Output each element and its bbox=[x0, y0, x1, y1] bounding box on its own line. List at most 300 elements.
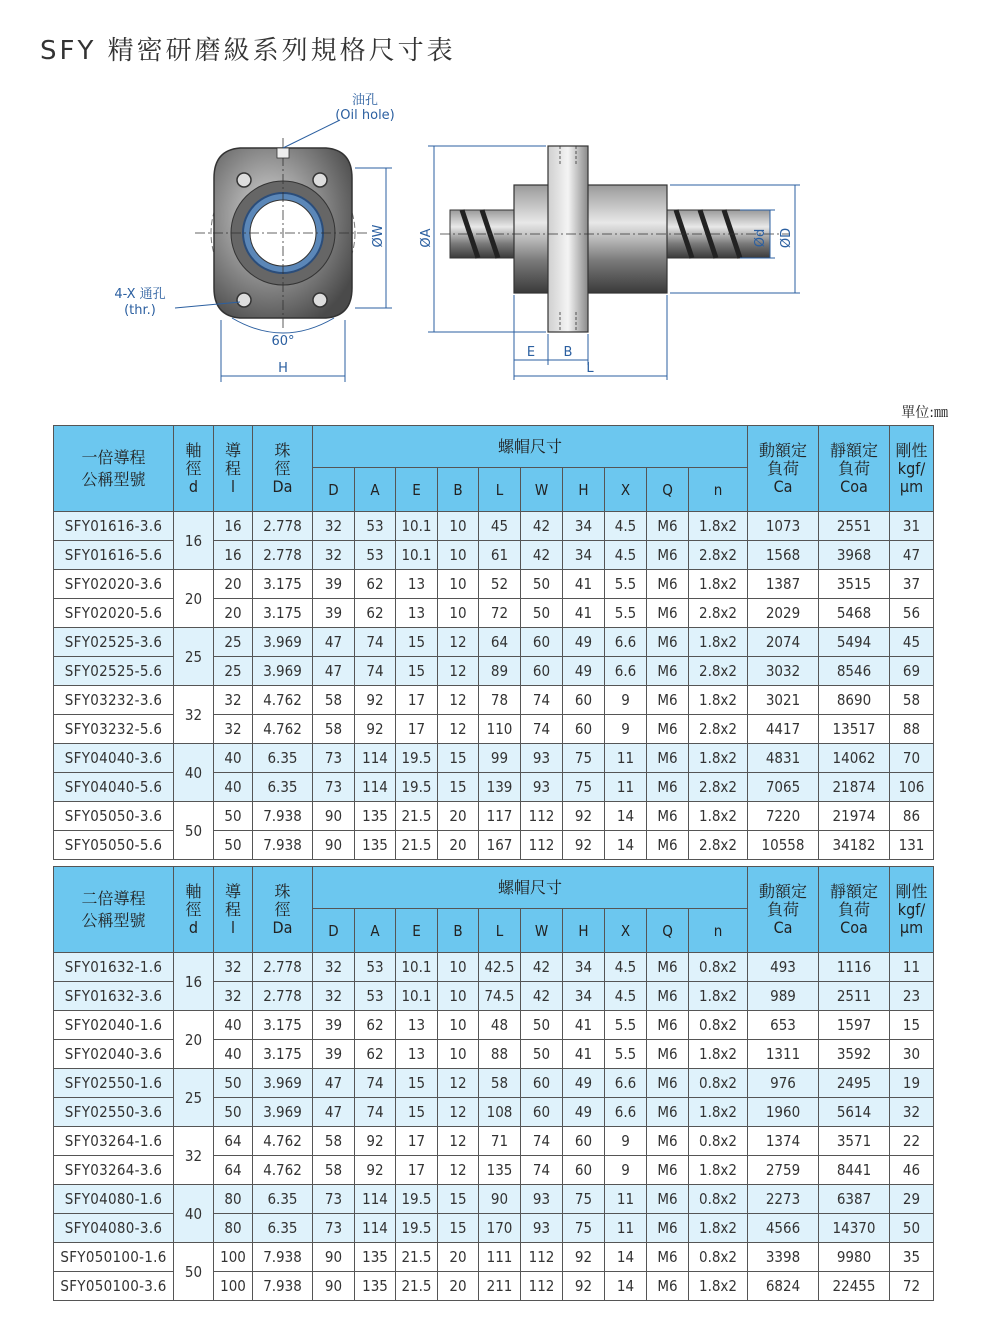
value-cell: 80 bbox=[214, 1185, 253, 1214]
lead-header bbox=[214, 867, 253, 953]
value-cell: 9 bbox=[605, 715, 647, 744]
value-cell: 8546 bbox=[819, 657, 890, 686]
value-cell: 2.778 bbox=[253, 953, 313, 982]
rigidity-header bbox=[890, 426, 934, 512]
model-cell: SFY02550-3.6 bbox=[54, 1098, 174, 1127]
value-cell: 10558 bbox=[748, 831, 819, 860]
value-cell: 3.175 bbox=[253, 1040, 313, 1069]
value-cell: 5468 bbox=[819, 599, 890, 628]
value-cell: 39 bbox=[313, 570, 355, 599]
value-cell: 32 bbox=[214, 715, 253, 744]
value-cell: 1.8x2 bbox=[689, 512, 748, 541]
value-cell: 50 bbox=[521, 1040, 563, 1069]
value-cell: 1960 bbox=[748, 1098, 819, 1127]
model-cell: SFY02020-5.6 bbox=[54, 599, 174, 628]
nut-col-header: H bbox=[563, 468, 605, 512]
static-load-header-line: 靜額定 bbox=[829, 881, 878, 901]
value-cell: 21.5 bbox=[396, 802, 438, 831]
value-cell: 21874 bbox=[819, 773, 890, 802]
nut-col-header: W bbox=[521, 909, 563, 953]
value-cell: 211 bbox=[479, 1272, 521, 1301]
value-cell: 12 bbox=[438, 1098, 479, 1127]
value-cell: 40 bbox=[214, 1040, 253, 1069]
ball-dia-header-line: 徑 bbox=[274, 458, 291, 478]
value-cell: 50 bbox=[214, 1098, 253, 1127]
value-cell: 653 bbox=[748, 1011, 819, 1040]
nut-col-header: B bbox=[438, 909, 479, 953]
value-cell: 9 bbox=[605, 1127, 647, 1156]
value-cell: 5.5 bbox=[605, 1011, 647, 1040]
lead-header-line: 導 bbox=[224, 440, 241, 460]
value-cell: 60 bbox=[521, 657, 563, 686]
table-row bbox=[54, 570, 934, 599]
value-cell: 17 bbox=[396, 1127, 438, 1156]
ball-dia-header-line: Da bbox=[272, 917, 293, 937]
value-cell: M6 bbox=[647, 1069, 689, 1098]
value-cell: 73 bbox=[313, 773, 355, 802]
value-cell: 12 bbox=[438, 715, 479, 744]
value-cell: 4.5 bbox=[605, 982, 647, 1011]
value-cell: 90 bbox=[313, 802, 355, 831]
oil-hole-label: 油孔 bbox=[351, 93, 379, 108]
value-cell: 167 bbox=[479, 831, 521, 860]
value-cell: 3.969 bbox=[253, 657, 313, 686]
value-cell: M6 bbox=[647, 599, 689, 628]
value-cell: 2074 bbox=[748, 628, 819, 657]
model-cell: SFY02525-3.6 bbox=[54, 628, 174, 657]
value-cell: 112 bbox=[521, 1243, 563, 1272]
value-cell: 135 bbox=[355, 1272, 396, 1301]
model-cell: SFY050100-3.6 bbox=[54, 1272, 174, 1301]
value-cell: 47 bbox=[313, 628, 355, 657]
dynamic-load-header-line: Ca bbox=[773, 476, 793, 496]
value-cell: 62 bbox=[355, 599, 396, 628]
value-cell: 1387 bbox=[748, 570, 819, 599]
shaft-dia-cell: 20 bbox=[174, 570, 214, 628]
value-cell: 88 bbox=[890, 715, 934, 744]
model-cell: SFY02020-3.6 bbox=[54, 570, 174, 599]
value-cell: 12 bbox=[438, 1069, 479, 1098]
value-cell: 12 bbox=[438, 628, 479, 657]
value-cell: 29 bbox=[890, 1185, 934, 1214]
value-cell: 110 bbox=[479, 715, 521, 744]
value-cell: 60 bbox=[563, 1127, 605, 1156]
value-cell: 10 bbox=[438, 599, 479, 628]
value-cell: 2551 bbox=[819, 512, 890, 541]
shaft-dia-cell: 25 bbox=[174, 1069, 214, 1127]
value-cell: 90 bbox=[313, 1272, 355, 1301]
value-cell: 45 bbox=[479, 512, 521, 541]
rigidity-header-line: 剛性 bbox=[895, 881, 928, 901]
front-view bbox=[114, 92, 394, 382]
value-cell: 14 bbox=[605, 802, 647, 831]
dim-b-label: B bbox=[563, 345, 573, 360]
model-cell: SFY02550-1.6 bbox=[54, 1069, 174, 1098]
value-cell: 6.35 bbox=[253, 773, 313, 802]
value-cell: 7220 bbox=[748, 802, 819, 831]
nut-col-header: n bbox=[689, 909, 748, 953]
value-cell: 15 bbox=[396, 1098, 438, 1127]
value-cell: 7.938 bbox=[253, 1243, 313, 1272]
value-cell: 11 bbox=[605, 1214, 647, 1243]
value-cell: 4.762 bbox=[253, 715, 313, 744]
spec-table-double-lead bbox=[53, 866, 934, 1301]
value-cell: 39 bbox=[313, 1040, 355, 1069]
value-cell: M6 bbox=[647, 1185, 689, 1214]
value-cell: M6 bbox=[647, 686, 689, 715]
nut-col-header: X bbox=[605, 468, 647, 512]
value-cell: 75 bbox=[563, 1214, 605, 1243]
value-cell: 6.35 bbox=[253, 1185, 313, 1214]
rigidity-header bbox=[890, 867, 934, 953]
value-cell: 32 bbox=[214, 686, 253, 715]
value-cell: 1.8x2 bbox=[689, 686, 748, 715]
value-cell: 112 bbox=[521, 831, 563, 860]
value-cell: 3021 bbox=[748, 686, 819, 715]
lead-header-line: 程 bbox=[224, 899, 241, 919]
model-cell: SFY050100-1.6 bbox=[54, 1243, 174, 1272]
value-cell: 6.6 bbox=[605, 657, 647, 686]
table-row bbox=[54, 512, 934, 541]
value-cell: 15 bbox=[396, 1069, 438, 1098]
value-cell: 100 bbox=[214, 1243, 253, 1272]
dynamic-load-header bbox=[748, 867, 819, 953]
value-cell: 13 bbox=[396, 570, 438, 599]
model-header-line: 公稱型號 bbox=[81, 469, 146, 489]
value-cell: 88 bbox=[479, 1040, 521, 1069]
shaft-dia-cell: 25 bbox=[174, 628, 214, 686]
value-cell: 7.938 bbox=[253, 831, 313, 860]
value-cell: 1.8x2 bbox=[689, 1272, 748, 1301]
value-cell: 8690 bbox=[819, 686, 890, 715]
value-cell: 37 bbox=[890, 570, 934, 599]
value-cell: 3515 bbox=[819, 570, 890, 599]
value-cell: 23 bbox=[890, 982, 934, 1011]
thru-hole-label-en: (thr.) bbox=[124, 303, 156, 318]
dim-d-label: Ød bbox=[753, 228, 768, 248]
model-cell: SFY05050-5.6 bbox=[54, 831, 174, 860]
value-cell: 3592 bbox=[819, 1040, 890, 1069]
static-load-header-line: 負荷 bbox=[837, 458, 870, 478]
shaft-dia-header-line: d bbox=[188, 917, 199, 937]
value-cell: 0.8x2 bbox=[689, 1185, 748, 1214]
rigidity-header-line: 剛性 bbox=[895, 440, 928, 460]
model-cell: SFY01632-1.6 bbox=[54, 953, 174, 982]
nut-col-header: D bbox=[313, 909, 355, 953]
value-cell: 75 bbox=[563, 1185, 605, 1214]
value-cell: 17 bbox=[396, 715, 438, 744]
value-cell: 64 bbox=[214, 1127, 253, 1156]
value-cell: 2759 bbox=[748, 1156, 819, 1185]
oil-hole-label-en: (Oil hole) bbox=[335, 108, 395, 123]
value-cell: 11 bbox=[605, 1185, 647, 1214]
value-cell: 21.5 bbox=[396, 1272, 438, 1301]
nut-col-header: Q bbox=[647, 909, 689, 953]
value-cell: 15 bbox=[438, 1214, 479, 1243]
value-cell: M6 bbox=[647, 831, 689, 860]
static-load-header-line: 靜額定 bbox=[829, 440, 878, 460]
value-cell: 135 bbox=[355, 802, 396, 831]
value-cell: 12 bbox=[438, 1127, 479, 1156]
rigidity-header-line: μm bbox=[899, 476, 924, 496]
value-cell: 25 bbox=[214, 657, 253, 686]
value-cell: 8441 bbox=[819, 1156, 890, 1185]
nut-col-header: Q bbox=[647, 468, 689, 512]
value-cell: 14 bbox=[605, 1243, 647, 1272]
value-cell: 3.969 bbox=[253, 1098, 313, 1127]
value-cell: 34182 bbox=[819, 831, 890, 860]
value-cell: 22 bbox=[890, 1127, 934, 1156]
value-cell: M6 bbox=[647, 570, 689, 599]
shaft-dia-cell: 16 bbox=[174, 512, 214, 570]
model-header bbox=[54, 867, 174, 953]
ball-dia-header bbox=[253, 867, 313, 953]
value-cell: 17 bbox=[396, 686, 438, 715]
model-header-line: 公稱型號 bbox=[81, 910, 146, 930]
value-cell: M6 bbox=[647, 802, 689, 831]
lead-header-line: 導 bbox=[224, 881, 241, 901]
value-cell: 10.1 bbox=[396, 982, 438, 1011]
table-row bbox=[54, 802, 934, 831]
value-cell: 7.938 bbox=[253, 802, 313, 831]
value-cell: 92 bbox=[355, 686, 396, 715]
shaft-dia-header-line: 軸 bbox=[185, 881, 202, 901]
value-cell: 15 bbox=[396, 628, 438, 657]
lead-header-line: l bbox=[231, 917, 235, 937]
nut-dimensions-header: 螺帽尺寸 bbox=[313, 867, 748, 909]
ball-dia-header-line: Da bbox=[272, 476, 293, 496]
value-cell: 111 bbox=[479, 1243, 521, 1272]
ball-dia-header bbox=[253, 426, 313, 512]
side-view bbox=[419, 146, 800, 380]
value-cell: 114 bbox=[355, 1185, 396, 1214]
value-cell: 99 bbox=[479, 744, 521, 773]
value-cell: 58 bbox=[313, 1127, 355, 1156]
value-cell: 35 bbox=[890, 1243, 934, 1272]
value-cell: 47 bbox=[313, 657, 355, 686]
lead-header-line: l bbox=[231, 476, 235, 496]
nut-col-header: E bbox=[396, 468, 438, 512]
value-cell: 61 bbox=[479, 541, 521, 570]
value-cell: 49 bbox=[563, 1069, 605, 1098]
model-cell: SFY05050-3.6 bbox=[54, 802, 174, 831]
table-row bbox=[54, 628, 934, 657]
value-cell: 10 bbox=[438, 541, 479, 570]
value-cell: 20 bbox=[214, 599, 253, 628]
value-cell: 42 bbox=[521, 512, 563, 541]
shaft-dia-cell: 32 bbox=[174, 686, 214, 744]
value-cell: 74 bbox=[521, 686, 563, 715]
value-cell: 6.6 bbox=[605, 1098, 647, 1127]
value-cell: 32 bbox=[313, 541, 355, 570]
value-cell: 2511 bbox=[819, 982, 890, 1011]
value-cell: 3032 bbox=[748, 657, 819, 686]
nut-col-header: n bbox=[689, 468, 748, 512]
value-cell: 19.5 bbox=[396, 744, 438, 773]
value-cell: 10.1 bbox=[396, 541, 438, 570]
value-cell: 50 bbox=[521, 599, 563, 628]
value-cell: 93 bbox=[521, 1185, 563, 1214]
value-cell: 1.8x2 bbox=[689, 1156, 748, 1185]
value-cell: 1.8x2 bbox=[689, 570, 748, 599]
value-cell: 53 bbox=[355, 953, 396, 982]
value-cell: 11 bbox=[605, 773, 647, 802]
value-cell: 62 bbox=[355, 1011, 396, 1040]
value-cell: 20 bbox=[214, 570, 253, 599]
model-cell: SFY04040-5.6 bbox=[54, 773, 174, 802]
value-cell: 50 bbox=[521, 1011, 563, 1040]
rigidity-header-line: kgf/ bbox=[897, 458, 926, 478]
value-cell: 34 bbox=[563, 982, 605, 1011]
dynamic-load-header-line: 負荷 bbox=[766, 458, 799, 478]
shaft-dia-cell: 16 bbox=[174, 953, 214, 1011]
value-cell: 3968 bbox=[819, 541, 890, 570]
value-cell: 4417 bbox=[748, 715, 819, 744]
value-cell: 10 bbox=[438, 982, 479, 1011]
model-cell: SFY04080-3.6 bbox=[54, 1214, 174, 1243]
value-cell: 9980 bbox=[819, 1243, 890, 1272]
value-cell: 39 bbox=[313, 599, 355, 628]
value-cell: 1.8x2 bbox=[689, 1214, 748, 1243]
value-cell: 10.1 bbox=[396, 953, 438, 982]
value-cell: 89 bbox=[479, 657, 521, 686]
value-cell: 50 bbox=[214, 802, 253, 831]
value-cell: 74 bbox=[355, 1069, 396, 1098]
value-cell: 74 bbox=[355, 1098, 396, 1127]
value-cell: 75 bbox=[563, 744, 605, 773]
value-cell: 19.5 bbox=[396, 773, 438, 802]
value-cell: M6 bbox=[647, 1011, 689, 1040]
value-cell: 72 bbox=[890, 1272, 934, 1301]
value-cell: 3571 bbox=[819, 1127, 890, 1156]
value-cell: 1.8x2 bbox=[689, 1098, 748, 1127]
value-cell: 10 bbox=[438, 1011, 479, 1040]
value-cell: 19 bbox=[890, 1069, 934, 1098]
value-cell: 47 bbox=[313, 1069, 355, 1098]
value-cell: 21.5 bbox=[396, 1243, 438, 1272]
value-cell: 6.6 bbox=[605, 628, 647, 657]
value-cell: 4.5 bbox=[605, 541, 647, 570]
value-cell: 31 bbox=[890, 512, 934, 541]
value-cell: 40 bbox=[214, 1011, 253, 1040]
value-cell: 4.762 bbox=[253, 1127, 313, 1156]
static-load-header bbox=[819, 426, 890, 512]
value-cell: M6 bbox=[647, 1040, 689, 1069]
value-cell: 58 bbox=[479, 1069, 521, 1098]
value-cell: 60 bbox=[563, 686, 605, 715]
model-cell: SFY04040-3.6 bbox=[54, 744, 174, 773]
value-cell: 20 bbox=[438, 1272, 479, 1301]
nut-col-header: H bbox=[563, 909, 605, 953]
value-cell: 90 bbox=[313, 1243, 355, 1272]
table-row bbox=[54, 1243, 934, 1272]
value-cell: 2.8x2 bbox=[689, 831, 748, 860]
shaft-dia-cell: 40 bbox=[174, 744, 214, 802]
value-cell: 40 bbox=[214, 773, 253, 802]
dynamic-load-header-line: 動額定 bbox=[758, 440, 807, 460]
value-cell: 112 bbox=[521, 802, 563, 831]
value-cell: 5494 bbox=[819, 628, 890, 657]
value-cell: 0.8x2 bbox=[689, 1243, 748, 1272]
nut-col-header: L bbox=[479, 468, 521, 512]
value-cell: 73 bbox=[313, 1185, 355, 1214]
value-cell: 72 bbox=[479, 599, 521, 628]
table-row bbox=[54, 1011, 934, 1040]
shaft-dia-cell: 20 bbox=[174, 1011, 214, 1069]
value-cell: 6.35 bbox=[253, 744, 313, 773]
shaft-dia-header-line: d bbox=[188, 476, 199, 496]
value-cell: 106 bbox=[890, 773, 934, 802]
value-cell: 4.5 bbox=[605, 953, 647, 982]
value-cell: 60 bbox=[563, 1156, 605, 1185]
value-cell: 32 bbox=[890, 1098, 934, 1127]
value-cell: 62 bbox=[355, 1040, 396, 1069]
value-cell: 92 bbox=[563, 1272, 605, 1301]
value-cell: 73 bbox=[313, 744, 355, 773]
value-cell: 86 bbox=[890, 802, 934, 831]
value-cell: 2.8x2 bbox=[689, 773, 748, 802]
value-cell: M6 bbox=[647, 744, 689, 773]
value-cell: 10 bbox=[438, 953, 479, 982]
value-cell: 71 bbox=[479, 1127, 521, 1156]
value-cell: 50 bbox=[214, 1069, 253, 1098]
value-cell: 9 bbox=[605, 686, 647, 715]
value-cell: 17 bbox=[396, 1156, 438, 1185]
value-cell: 32 bbox=[313, 512, 355, 541]
value-cell: 39 bbox=[313, 1011, 355, 1040]
value-cell: 15 bbox=[396, 657, 438, 686]
rigidity-header-line: kgf/ bbox=[897, 899, 926, 919]
value-cell: 74 bbox=[521, 715, 563, 744]
value-cell: 100 bbox=[214, 1272, 253, 1301]
value-cell: 2.8x2 bbox=[689, 541, 748, 570]
value-cell: 20 bbox=[438, 1243, 479, 1272]
value-cell: 112 bbox=[521, 1272, 563, 1301]
value-cell: 10 bbox=[438, 512, 479, 541]
value-cell: M6 bbox=[647, 512, 689, 541]
value-cell: M6 bbox=[647, 953, 689, 982]
value-cell: 989 bbox=[748, 982, 819, 1011]
value-cell: 114 bbox=[355, 744, 396, 773]
value-cell: 34 bbox=[563, 512, 605, 541]
value-cell: 90 bbox=[313, 831, 355, 860]
model-cell: SFY03264-3.6 bbox=[54, 1156, 174, 1185]
value-cell: 135 bbox=[355, 831, 396, 860]
static-load-header bbox=[819, 867, 890, 953]
value-cell: 60 bbox=[563, 715, 605, 744]
value-cell: 64 bbox=[479, 628, 521, 657]
table-row bbox=[54, 744, 934, 773]
unit-label: 單位:㎜ bbox=[901, 405, 948, 421]
table-row bbox=[54, 1069, 934, 1098]
value-cell: 49 bbox=[563, 628, 605, 657]
value-cell: 139 bbox=[479, 773, 521, 802]
value-cell: 1597 bbox=[819, 1011, 890, 1040]
value-cell: 0.8x2 bbox=[689, 953, 748, 982]
value-cell: 5614 bbox=[819, 1098, 890, 1127]
value-cell: 131 bbox=[890, 831, 934, 860]
value-cell: 20 bbox=[438, 802, 479, 831]
value-cell: 3.969 bbox=[253, 1069, 313, 1098]
value-cell: 114 bbox=[355, 1214, 396, 1243]
value-cell: 13517 bbox=[819, 715, 890, 744]
value-cell: 12 bbox=[438, 657, 479, 686]
value-cell: 170 bbox=[479, 1214, 521, 1243]
rigidity-header-line: μm bbox=[899, 917, 924, 937]
dim-a-label: ØA bbox=[419, 228, 434, 248]
value-cell: 78 bbox=[479, 686, 521, 715]
value-cell: 58 bbox=[313, 715, 355, 744]
